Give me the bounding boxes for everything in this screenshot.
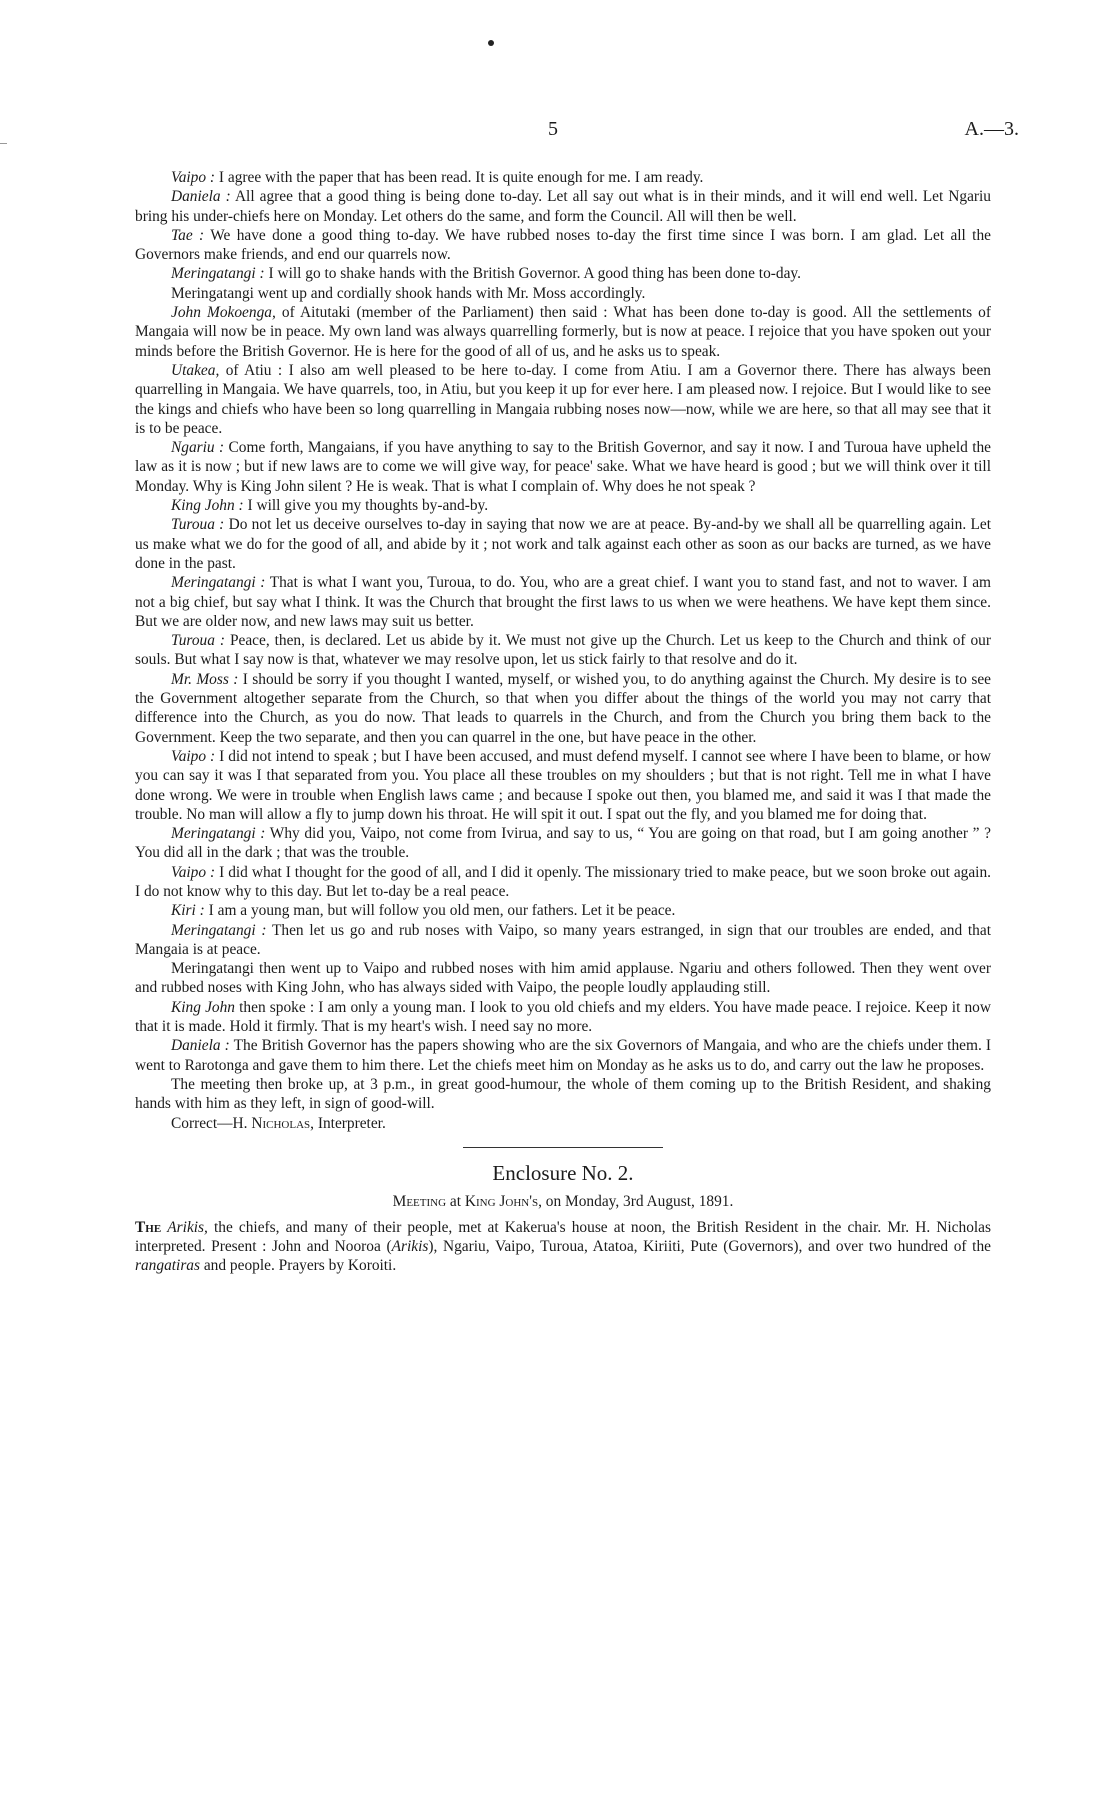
speech-paragraph xyxy=(135,187,991,226)
speech-paragraph xyxy=(135,168,991,187)
speaker-name: Daniela : xyxy=(171,188,231,206)
speech-text: I am a young man, but will follow you old men, our fathers. Let it be peace. xyxy=(208,902,676,920)
meeting-heading xyxy=(135,1192,991,1212)
speech-text: of Atiu : I also am well pleased to be here to-day. I come from Atiu. I am a Governor there. There has always been quarrelling in Mangaia. We have quarrels, too, in Atiu, but you keep it up for ever here. I am pleased now. I rejoice. But I would like to see the kings and chiefs who have been so long quarrelling in Mangaia rubbing noses now—now, while we are here, so that all may see that it is to be peace. xyxy=(135,361,992,437)
speech-text: Meringatangi went up and cordially shook hands with Mr. Moss accordingly. xyxy=(171,284,646,302)
speech-paragraph xyxy=(135,863,991,902)
speech-text: That is what I want you, Turoua, to do. You, who are a great chief. I want you to stand fast, and not to waver. I am not a big chief, but say what I think. It was the Church that brought the first laws to us when we were heathens. We have kept them since. But we are older now, and new laws may suit us better. xyxy=(135,574,991,630)
enclosure-text-1: the chiefs, and many of their people, met at Kakerua's house at noon, the British Resident in the chair. Mr. H. Nicholas interpreted. Present : John and Nooroa ( xyxy=(135,1218,991,1256)
speech-text: then spoke : I am only a young man. I look to you old chiefs and my elders. You have made peace. I rejoice. Keep it now that it is made. Hold it firmly. That is my heart's wish. I need say no more. xyxy=(135,998,991,1036)
speech-paragraph xyxy=(135,573,991,631)
speech-text: Come forth, Mangaians, if you have anything to say to the British Governor, and say it now. I and Turoua have upheld the law as it is now ; but if new laws are to come we will give way, for peace' sake. What we have heard is good ; but we will think over it till Monday. Why is King John silent ? He is weak. That is what I complain of. Why does he not speak ? xyxy=(135,439,992,495)
speaker-name: Tae : xyxy=(171,226,205,244)
speech-text: I will give you my thoughts by-and-by. xyxy=(247,497,489,515)
section-divider xyxy=(463,1147,663,1148)
rangatiras-term: rangatiras xyxy=(135,1257,200,1275)
speaker-name: Meringatangi : xyxy=(171,921,267,939)
speaker-name: Kiri : xyxy=(171,902,205,920)
speech-text: The meeting then broke up, at 3 p.m., in great good-humour, the whole of them coming up to the British Resident, and shaking hands with him as they left, in sign of good-will. xyxy=(135,1075,991,1113)
speech-paragraph xyxy=(135,670,991,747)
speech-paragraphs xyxy=(135,168,991,1114)
speech-paragraph xyxy=(135,284,991,303)
speaker-name: Vaipo : xyxy=(171,169,216,186)
speaker-name: Daniela : xyxy=(171,1037,230,1055)
arikis-term-2: Arikis xyxy=(391,1238,429,1256)
speech-paragraph xyxy=(135,361,991,438)
meeting-date: , on Monday, 3rd August, 1891. xyxy=(538,1192,734,1210)
speaker-name: Meringatangi : xyxy=(171,574,266,592)
speech-paragraph xyxy=(135,496,991,515)
speech-paragraph xyxy=(135,921,991,960)
enclosure-text-2: ), Ngariu, Vaipo, Turoua, Atatoa, Kiriiti, Pute (Governors), and over two hundred of the xyxy=(428,1238,991,1256)
speech-paragraph xyxy=(135,959,991,998)
meeting-at: at xyxy=(446,1192,465,1210)
speech-text: of Aitutaki (member of the Parliament) then said : What has been done to-day is good. All the settlements of Mangaia will now be in peace. My own land was always quarrelling formerly, but is now at peace. I rejoice that you have spoken out your minds before the British Governor. He is here for the good of all of us, and he asks us to speak. xyxy=(135,304,991,360)
speech-text: I did what I thought for the good of all, and I did it openly. The missionary tried to make peace, but we soon broke out again. I do not know why to this day. But let to-day be a real peace. xyxy=(135,863,991,900)
speaker-name: Meringatangi : xyxy=(171,825,266,843)
speaker-name: King John : xyxy=(171,497,244,515)
speaker-name: John Mokoenga, xyxy=(171,304,276,322)
speech-paragraph xyxy=(135,1075,991,1114)
speaker-name: Ngariu : xyxy=(171,439,225,457)
speech-paragraph xyxy=(135,438,991,496)
speaker-name: King John xyxy=(171,998,235,1016)
enclosure-lead-word: The xyxy=(135,1218,162,1236)
speaker-name: Mr. Moss : xyxy=(171,670,239,688)
ink-dot xyxy=(488,40,494,46)
page-header xyxy=(0,118,1114,148)
speech-text: All agree that a good thing is being done to-day. Let all say out what is in their minds, and it will end well. Let Ngariu bring his under-chiefs here on Monday. Let others do the same, and form the Council. All will then be well. xyxy=(135,188,992,225)
speech-text: I did not intend to speak ; but I have been accused, and must defend myself. I cannot see where I have been to blame, or how you can say it was I that separated from you. You place all these troubles on my shoulders ; but that is not right. Tell me in what I have done wrong. We were in trouble when English laws came ; and because I spoke out then, you blamed me, and said it was I that made the trouble. No man will allow a fly to jump down his throat. He will spit it out. I spat out the fly, and you blamed me for doing that. xyxy=(135,747,991,823)
speech-paragraph xyxy=(135,303,991,361)
speech-paragraph xyxy=(135,1036,991,1075)
speech-text: Meringatangi then went up to Vaipo and rubbed noses with him amid applause. Ngariu and others followed. Then they went over and rubbed noses with King John, who has always sided with Vaipo, the people loudly applauding still. xyxy=(135,960,991,997)
speech-paragraph xyxy=(135,747,991,824)
speaker-name: Vaipo : xyxy=(171,863,216,881)
interpreter-name: Nicholas xyxy=(251,1114,311,1132)
speech-text: I agree with the paper that has been read. It is quite enough for me. I am ready. xyxy=(218,169,704,186)
speech-text: Then let us go and rub noses with Vaipo, so many years estranged, in sign that our troubles are ended, and that Mangaia is at peace. xyxy=(135,921,991,958)
meeting-place: King John's xyxy=(464,1192,539,1210)
speech-text: The British Governor has the papers showing who are the six Governors of Mangaia, and who are the chiefs under them. I went to Rarotonga and gave them to him there. Let the chiefs meet him on Monday as he asks us to do, and carry out the law he proposes. xyxy=(135,1037,991,1074)
speech-paragraph xyxy=(135,264,991,283)
speaker-name: Turoua : xyxy=(171,632,225,650)
interpreter-attestation xyxy=(135,1114,991,1133)
attestation-suffix: , Interpreter. xyxy=(310,1114,386,1132)
page-number: 5 xyxy=(548,118,558,140)
speech-text: I should be sorry if you thought I wanted, myself, or wished you, to do anything against the Church. My desire is to see the Government altogether separate from the Church, so that when you differ about the things of the world you may not carry that difference into the Church, as you do now. That leads to quarrels in the Church, and from the Church you bring them back to the Government. Keep the two separate, and then you can quarrel in the one, but have peace in the other. xyxy=(135,670,991,746)
speaker-name: Utakea, xyxy=(171,361,220,379)
meeting-word: Meeting xyxy=(392,1192,447,1210)
speaker-name: Meringatangi : xyxy=(171,265,265,283)
speech-paragraph xyxy=(135,515,991,573)
document-reference: A.—3. xyxy=(964,118,1019,140)
speech-text: We have done a good thing to-day. We have rubbed noses to-day the first time since I was born. I am glad. Let all the Governors make friends, and end our quarrels now. xyxy=(135,226,991,264)
speech-paragraph xyxy=(135,901,991,920)
speech-text: Peace, then, is declared. Let us abide by it. We must not give up the Church. Let us keep to the Church and think of our souls. But what I say now is that, whatever we may resolve upon, let us stick fairly to that resolve and do it. xyxy=(135,632,991,669)
enclosure-paragraph xyxy=(135,1218,991,1276)
enclosure-title: Enclosure No. 2. xyxy=(492,1160,634,1185)
speaker-name: Vaipo : xyxy=(171,747,216,765)
speech-paragraph xyxy=(135,998,991,1037)
speech-paragraph xyxy=(135,631,991,670)
speaker-name: Turoua : xyxy=(171,516,225,534)
speech-text: Why did you, Vaipo, not come from Ivirua, and say to us, “ You are going on that road, but I am going another ” ? You did all in the dark ; that was the trouble. xyxy=(135,825,991,862)
attestation-prefix: Correct—H. xyxy=(171,1114,252,1132)
speech-text: I will go to shake hands with the British Governor. A good thing has been done to-day. xyxy=(268,265,801,283)
enclosure-text-3: and people. Prayers by Koroiti. xyxy=(200,1257,397,1275)
arikis-term: Arikis, xyxy=(167,1218,208,1236)
speech-text: Do not let us deceive ourselves to-day in saying that now we are at peace. By-and-by we shall all be quarrelling again. Let us make what we do for the good of all, and abide by it ; not work and talk against each other as soon as our backs are turned, as we have done in the past. xyxy=(135,516,991,572)
speech-paragraph xyxy=(135,824,991,863)
document-body xyxy=(135,168,991,1276)
speech-paragraph xyxy=(135,226,991,265)
